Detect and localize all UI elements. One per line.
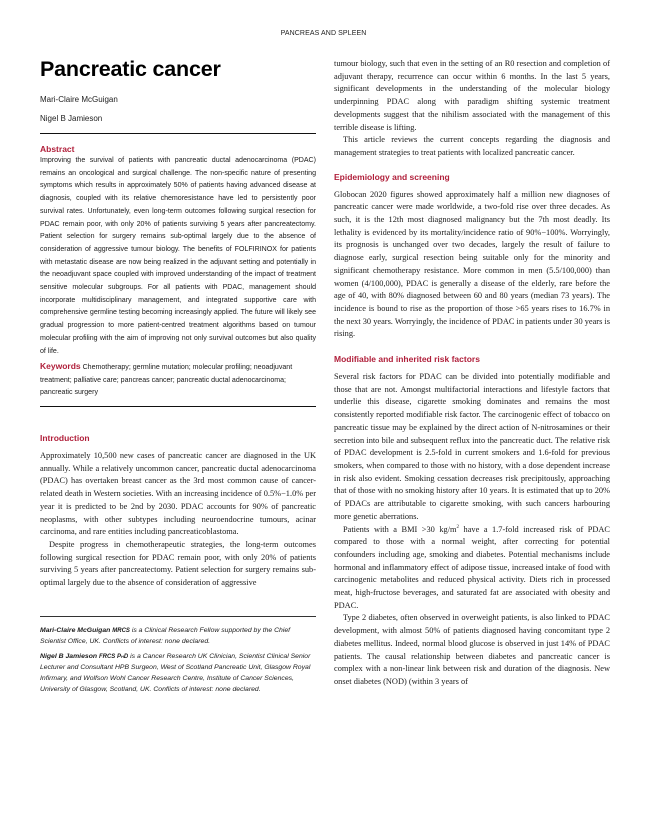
left-column (40, 56, 316, 696)
keywords (40, 360, 316, 400)
footnote-credentials: FRCS PhD (98, 654, 129, 661)
keywords-label: Keywords (40, 361, 81, 372)
divider (40, 133, 316, 134)
footnote-author-name: Mari-Claire McGuigan (40, 626, 111, 634)
risk-factors-paragraph: Several risk factors for PDAC can be divided into potentially modifiable and those that are not. Amongst multifactorial interactions and lifestyle factors that underlie this disease, cigarette smoking dominates and remains the most consistently reported modifiable risk factor. The carcinogenic effect of tobacco on pancreatic tissue may be explained by the direct action of N-nitrosamines or their secretion into bile and subsequent reflux into the pancreatic duct. The relative risk of PDAC development is 2.5-fold in current smokers and 1.6-fold for previous smokers, when compared to those with no history, with a dose dependent increase in risk also evident. Smoking cessation decreases risk precipitously, approaching that of those with no smoking history after 10 years. It is estimated that up to 20% of PDACs are attributable to cigarette smoking, with such cancers harbouring more genetic aberrations. (334, 372, 610, 521)
footnote-text: is a Cancer Research UK Clinician, Scientist Clinical Senior Lecturer and Consultant HPB Surgeon, West of Scotland Pancreatic Unit, Glasgow Royal Infirmary, and Wolfson Wohl Cancer Research Centre, Institute of Cancer Sciences, University of Glasgow, Scotland, UK. Conflicts of interest: none declared. (40, 653, 311, 693)
bmi-text-continued: have a 1.7-fold increased risk of PDAC compared to those with a normal weight, after correcting for potential confounders including age, smoking and diabetes. Potential mechanisms include hormonal and inflammatory effect of adipose tissue, increased intake of food with carcinogenic metabolites and reduced physical activity. Diets rich in processed meat, high-fructose beverages, and saturated fat are associated with obesity and PDAC. (334, 524, 610, 610)
introduction-paragraph: Approximately 10,500 new cases of pancreatic cancer are diagnosed in the UK annually. While a relatively uncommon cancer, pancreatic ductal adenocarcinoma (PDAC) has overtaken breast cancer as the 3rd most common cause of cancer-related death in Western societies. With an increasing incidence of 0.5%−1.0% per year it is predicted to be 2nd by 2030. PDAC accounts for 90% of pancreatic neoplasms, with other subtypes including neuroendocrine tumours, acinar carcinoma, and rare entities including pancreaticoblastoma. (40, 451, 316, 537)
author-footnote (40, 652, 316, 695)
author-name: Mari-Claire McGuigan (40, 95, 118, 104)
abstract-heading: Abstract (40, 144, 75, 154)
author-footnote (40, 626, 316, 648)
article-title: Pancreatic cancer (40, 57, 221, 81)
introduction-paragraph: This article reviews the current concepts regarding the diagnosis and management strategies to treat patients with localized pancreatic cancer. (334, 135, 610, 157)
superscript: 2 (456, 524, 460, 530)
introduction-paragraph-continued: Despite progress in chemotherapeutic strategies, the long-term outcomes following surgical resection for PDAC remain poor, with only 20% of patients surviving 5 years after pancreatectomy. Patient selection for surgery remains sub-optimal largely due to the absence of consideration of aggressive (40, 539, 316, 588)
risk-factors-paragraph: Type 2 diabetes, often observed in overweight patients, is also linked to PDAC development, with almost 50% of patients diagnosed having concomitant type 2 diabetes mellitus. Indeed, normal blood glucose is observed in just 14% of PDAC patients. The causal relationship between diabetes and pancreatic cancer is complex with a non-linear link between risk and duration of the diagnosis. New onset diabetes (NOD) (within 3 years of (334, 613, 610, 686)
introduction-heading: Introduction (40, 433, 90, 444)
epidemiology-paragraph: Globocan 2020 figures showed approximately half a million new diagnoses of pancreatic cancer were made worldwide, a two-fold rise over three decades. As such, it is the 12th most diagnosed malignancy but the 7th most deadly. Its lethality is evidenced by its mortality/incidence ratio of 90%−100%. Worryingly, its prognosis is unchanged over two decades, largely the result of failure to diagnose early, surgical resection being suitable only for the minority and significant chemotherapy resistance. More common in men (5.5/100,000) than women (4/100,000), PDAC is generally a disease of the elderly, rare before the age of 40, with 80% diagnosed between 60 and 80 years (median 73 years). The incidence is bound to rise as the proportion of those >65 years rises to 16.7% in the next 30 years. Worryingly, the incidence of PDAC in patients under 30 years is rising. (334, 189, 610, 339)
keywords-text: Chemotherapy; germline mutation; molecular profiling; neoadjuvant treatment; palliative care; pancreas cancer; pancreatic ductal adenocarcinoma; pancreatic surgery (40, 364, 293, 397)
footnote-divider (40, 616, 316, 617)
bmi-text: Patients with a BMI >30 kg/m (343, 524, 457, 534)
footnote-author-name: Nigel B Jamieson (40, 653, 98, 661)
risk-factors-heading: Modifiable and inherited risk factors (334, 354, 480, 365)
epidemiology-heading: Epidemiology and screening (334, 171, 450, 182)
abstract-text: Improving the survival of patients with pancreatic ductal adenocarcinoma (PDAC) remains an oncological and surgical challenge. The non-specific nature of presenting symptoms which results in approximately 50% of patients having advanced disease at diagnosis, coupled with its relative chemoresistance have led to persistently poor survival rates. Unfortunately, even long-term outcomes following surgical resection for PDAC remain poor, with only 20% of patients surviving 5 years after pancreatectomy. Patient selection for surgery remains sub-optimal largely due to the absence of consideration of aggressive tumour biology. The benefits of FOLFIRINOX for patients with metastatic disease are now being realized in the adjuvant setting and potentially in the neoadjuvant space coupled with improved understanding of the impact of treatment sensitive molecular subgroups. For all patients with PDAC, management should incorporate multidisciplinary management, and integrated supportive care with comprehensive germline testing becoming increasingly applied. The future will likely see gradual progression to more patient-centred treatment algorithms based on tumour molecular profiling with the aim of improving not only survival outcomes but also quality of life. (40, 157, 316, 355)
introduction-paragraph-continuation: tumour biology, such that even in the setting of an R0 resection and completion of adjuvant therapy, recurrence can occur within 6 months. In the last 5 years, significant developments in the understanding of the molecular biology underpinning PDAC along with paradigm shifting systemic treatment developments suggest that the nihilism associated with the management of this terrible disease is lifting. (334, 59, 610, 132)
footnote-text: is a Clinical Research Fellow supported by the Chief Scientist Office, UK. Conflicts of interest: none declared. (40, 626, 291, 645)
right-column (334, 58, 610, 689)
risk-factors-paragraph (334, 524, 610, 613)
running-head: PANCREAS AND SPLEEN (280, 30, 367, 37)
author-name: Nigel B Jamieson (40, 114, 103, 123)
divider (40, 406, 316, 407)
footnote-credentials: MRCS (112, 627, 130, 634)
